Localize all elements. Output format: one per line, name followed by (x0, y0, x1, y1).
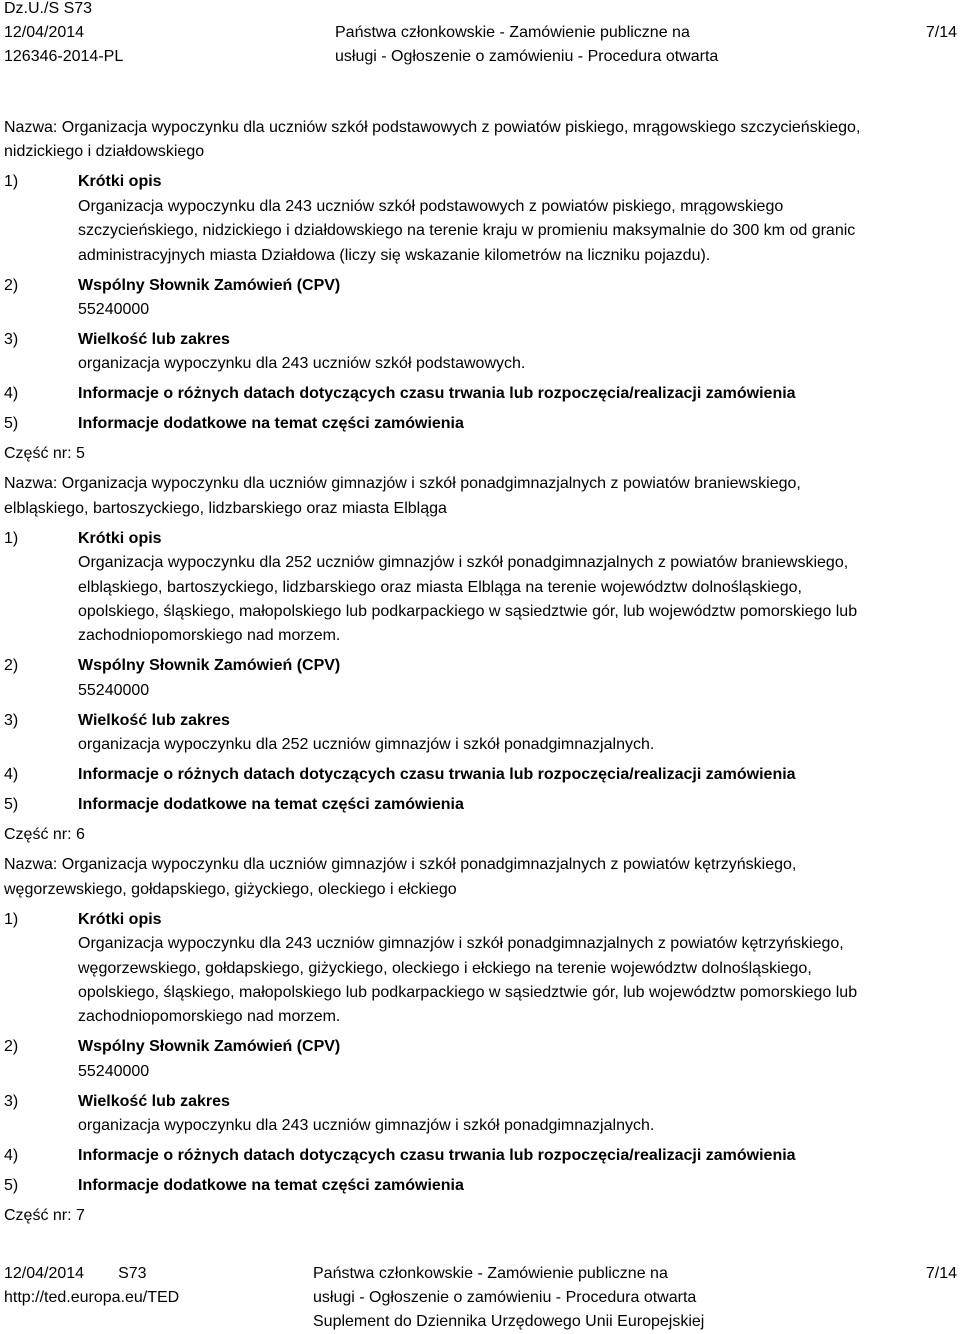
item-content-line: zachodniopomorskiego nad morzem. (78, 1008, 341, 1026)
part-heading: Część nr: 5 (4, 445, 85, 463)
part-name (4, 853, 954, 902)
item-content-line: zachodniopomorskiego nad morzem. (78, 627, 341, 645)
part-section (4, 116, 954, 437)
section-item (4, 412, 954, 436)
header-title-line-1: Państwa członkowskie - Zamówienie publiczne na (335, 24, 690, 41)
header-journal-ref: Dz.U./S S73 (4, 0, 93, 17)
item-content (4, 352, 954, 376)
item-content (4, 551, 954, 649)
item-content (4, 932, 954, 1030)
section-item (4, 382, 954, 406)
item-number: 2) (4, 1038, 19, 1056)
part-name-line: Nazwa: Organizacja wypoczynku dla uczniów gimnazjów i szkół ponadgimnazjalnych z powiatów braniewskiego, (4, 475, 801, 493)
item-content-line: Organizacja wypoczynku dla 243 uczniów gimnazjów i szkół ponadgimnazjalnych z powiatów kętrzyńskiego, (78, 935, 844, 953)
item-title: Informacje o różnych datach dotyczących czasu trwania lub rozpoczęcia/realizacji zamówienia (78, 385, 796, 403)
item-number: 5) (4, 796, 19, 814)
part-name-line: węgorzewskiego, gołdapskiego, giżyckiego, oleckiego i ełckiego (4, 880, 457, 898)
item-title: Informacje dodatkowe na temat części zamówienia (78, 1177, 464, 1195)
part-name-line: elbląskiego, bartoszyckiego, lidzbarskiego oraz miasta Elbląga (4, 499, 447, 517)
header-left (4, 0, 123, 69)
item-content-line: opolskiego, śląskiego, małopolskiego lub podkarpackiego w sąsiedztwie gór, lub województw pomorskiego lub (78, 603, 858, 621)
item-content-line: organizacja wypoczynku dla 243 uczniów szkół podstawowych. (78, 355, 526, 373)
item-content-line: Organizacja wypoczynku dla 243 uczniów szkół podstawowych z powiatów piskiego, mrągowskiego (78, 197, 784, 215)
item-content-line: 55240000 (78, 1062, 150, 1080)
item-title: Wielkość lub zakres (78, 1092, 230, 1110)
part-name (4, 116, 954, 165)
document-body (4, 116, 954, 1234)
item-number: 4) (4, 766, 19, 784)
item-content-line: 55240000 (78, 301, 150, 319)
item-content-line: szczycieńskiego, nidzickiego i działdowskiego na terenie kraju w promieniu maksymalnie do 300 km od granic (78, 222, 856, 240)
item-number: 1) (4, 173, 19, 191)
part-name (4, 472, 954, 521)
item-content (4, 679, 954, 703)
page-header (0, 0, 960, 70)
item-content (4, 733, 954, 757)
item-title: Krótki opis (78, 529, 162, 547)
item-content-line: 55240000 (78, 681, 150, 699)
section-item (4, 170, 954, 268)
footer-page-number: 7/14 (925, 1265, 957, 1282)
item-number: 3) (4, 711, 19, 729)
section-item (4, 527, 954, 649)
item-content-line: organizacja wypoczynku dla 252 uczniów gimnazjów i szkół ponadgimnazjalnych. (78, 736, 655, 754)
section-item (4, 1174, 954, 1198)
item-title: Informacje dodatkowe na temat części zamówienia (78, 415, 464, 433)
item-number: 3) (4, 331, 19, 349)
item-content (4, 195, 954, 268)
section-item (4, 1144, 954, 1168)
part-name-line: Nazwa: Organizacja wypoczynku dla uczniów szkół podstawowych z powiatów piskiego, mrągowskiego szczycieńskiego, (4, 119, 861, 136)
item-title: Informacje o różnych datach dotyczących czasu trwania lub rozpoczęcia/realizacji zamówienia (78, 766, 796, 784)
section-item (4, 763, 954, 787)
item-title: Wielkość lub zakres (78, 711, 230, 729)
footer-supplement: Suplement do Dziennika Urzędowego Unii Europejskiej (313, 1313, 705, 1330)
part-heading: Część nr: 6 (4, 826, 85, 844)
item-number: 5) (4, 415, 19, 433)
footer-date: 12/04/2014 (4, 1265, 85, 1282)
item-title: Krótki opis (78, 173, 162, 191)
item-number: 1) (4, 910, 19, 928)
item-title: Krótki opis (78, 910, 162, 928)
section-item (4, 793, 954, 817)
item-content-line: opolskiego, śląskiego, małopolskiego lub podkarpackiego w sąsiedztwie gór, lub województw pomorskiego lub (78, 983, 858, 1001)
item-content-line: organizacja wypoczynku dla 243 uczniów gimnazjów i szkół ponadgimnazjalnych. (78, 1117, 655, 1135)
item-number: 5) (4, 1177, 19, 1195)
item-title: Wspólny Słownik Zamówień (CPV) (78, 657, 341, 675)
part-section (4, 442, 954, 817)
header-date: 12/04/2014 (4, 24, 85, 41)
item-content (4, 1114, 954, 1138)
item-number: 2) (4, 657, 19, 675)
item-title: Informacje o różnych datach dotyczących czasu trwania lub rozpoczęcia/realizacji zamówienia (78, 1147, 796, 1165)
part-heading: Część nr: 7 (4, 1207, 85, 1225)
section-item (4, 709, 954, 758)
part-name-line: nidzickiego i działdowskiego (4, 143, 205, 161)
header-title-line-2: usługi - Ogłoszenie o zamówieniu - Procedura otwarta (335, 48, 719, 65)
item-content-line: elbląskiego, bartoszyckiego, lidzbarskiego oraz miasta Elbląga na terenie województw dolnośląskiego, (78, 578, 802, 596)
item-number: 4) (4, 385, 19, 403)
item-title: Wspólny Słownik Zamówień (CPV) (78, 276, 341, 294)
section-item (4, 1090, 954, 1139)
footer-issue: S73 (118, 1265, 147, 1282)
item-title: Informacje dodatkowe na temat części zamówienia (78, 796, 464, 814)
item-title: Wielkość lub zakres (78, 331, 230, 349)
footer-title-line-2: usługi - Ogłoszenie o zamówieniu - Procedura otwarta (313, 1289, 697, 1306)
footer-url[interactable]: http://ted.europa.eu/TED (4, 1289, 180, 1306)
item-content-line: administracyjnych miasta Działdowa (liczy się wskazanie kilometrów na liczniku pojazdu). (78, 246, 711, 264)
item-number: 4) (4, 1147, 19, 1165)
page-footer (0, 1262, 960, 1334)
footer-center (313, 1262, 704, 1334)
header-center (335, 21, 718, 69)
item-number: 2) (4, 276, 19, 294)
footer-left (4, 1262, 179, 1310)
header-notice-id: 126346-2014-PL (4, 48, 124, 65)
item-title: Wspólny Słownik Zamówień (CPV) (78, 1038, 341, 1056)
part-name-line: Nazwa: Organizacja wypoczynku dla uczniów gimnazjów i szkół ponadgimnazjalnych z powiatów kętrzyńskiego, (4, 856, 797, 874)
item-content-line: węgorzewskiego, gołdapskiego, giżyckiego, oleckiego i ełckiego na terenie województw dolnośląskiego, (78, 959, 812, 977)
header-page-number: 7/14 (925, 24, 957, 41)
item-number: 1) (4, 529, 19, 547)
section-item (4, 908, 954, 1030)
item-content (4, 1060, 954, 1084)
part-section (4, 823, 954, 1198)
item-content (4, 298, 954, 322)
section-item (4, 274, 954, 323)
item-number: 3) (4, 1092, 19, 1110)
section-item (4, 654, 954, 703)
section-item (4, 1035, 954, 1084)
section-item (4, 328, 954, 377)
item-content-line: Organizacja wypoczynku dla 252 uczniów gimnazjów i szkół ponadgimnazjalnych z powiatów braniewskiego, (78, 554, 849, 572)
footer-title-line-1: Państwa członkowskie - Zamówienie publiczne na (313, 1265, 668, 1282)
